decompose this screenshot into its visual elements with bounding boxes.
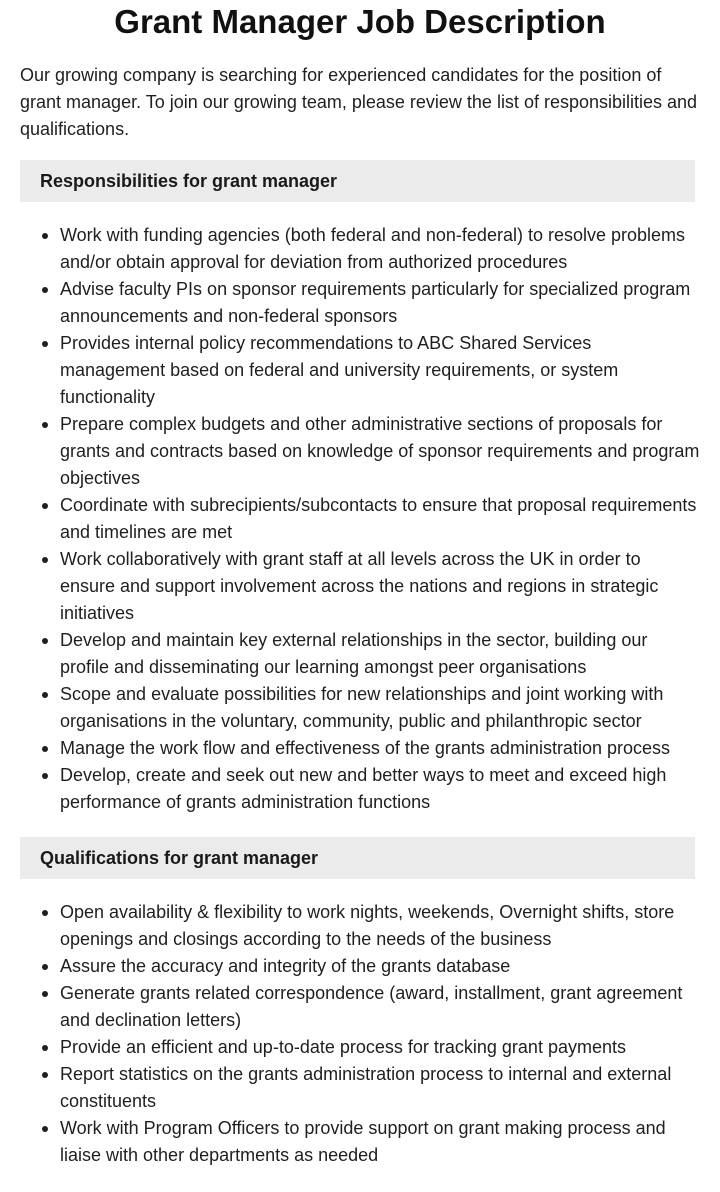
list-item-text: Advise faculty PIs on sponsor requirements particularly for specialized program announcements and non-federal sponsors: [60, 279, 691, 326]
list-item: [60, 546, 700, 627]
list-item: [60, 762, 700, 816]
list-item-text: Report statistics on the grants administration process to internal and external constituents: [60, 1064, 672, 1111]
list-item-text: Assure the accuracy and integrity of the grants database: [60, 956, 511, 976]
bullet-icon: [42, 746, 48, 752]
list-item-text: Generate grants related correspondence (award, installment, grant agreement and declination letters): [60, 983, 683, 1030]
list-item-text: Coordinate with subrecipients/subcontacts to ensure that proposal requirements and timelines are met: [60, 495, 697, 542]
bullet-icon: [42, 638, 48, 644]
list-item: [60, 899, 700, 953]
bullet-icon: [42, 287, 48, 293]
list-item-text: Manage the work flow and effectiveness of the grants administration process: [60, 738, 670, 758]
list-item: [60, 411, 700, 492]
bullet-icon: [42, 692, 48, 698]
bullet-icon: [42, 773, 48, 779]
list-item-text: Develop, create and seek out new and better ways to meet and exceed high performance of grants administration functions: [60, 765, 667, 812]
bullet-icon: [42, 557, 48, 563]
bullet-icon: [42, 233, 48, 239]
bullet-icon: [42, 1072, 48, 1078]
responsibilities-heading: Responsibilities for grant manager: [20, 160, 695, 202]
bullet-icon: [42, 1126, 48, 1132]
bullet-icon: [42, 1045, 48, 1051]
bullet-icon: [42, 910, 48, 916]
qualifications-list: [20, 899, 700, 1169]
list-item: [60, 492, 700, 546]
list-item-text: Provides internal policy recommendations to ABC Shared Services management based on federal and university requirements, or system functionality: [60, 333, 619, 407]
list-item-text: Work with funding agencies (both federal and non-federal) to resolve problems and/or obtain approval for deviation from authorized procedures: [60, 225, 686, 272]
bullet-icon: [42, 503, 48, 509]
bullet-icon: [42, 341, 48, 347]
list-item: [60, 276, 700, 330]
list-item: [60, 953, 700, 980]
list-item: [60, 681, 700, 735]
list-item-text: Prepare complex budgets and other administrative sections of proposals for grants and contracts based on knowledge of sponsor requirements and program objectives: [60, 414, 700, 488]
bullet-icon: [42, 991, 48, 997]
list-item: [60, 1034, 700, 1061]
page-title: Grant Manager Job Description: [114, 3, 606, 40]
list-item: [60, 330, 700, 411]
list-item: [60, 627, 700, 681]
list-item-text: Open availability & flexibility to work nights, weekends, Overnight shifts, store openings and closings according to the needs of the business: [60, 902, 675, 949]
bullet-icon: [42, 964, 48, 970]
responsibilities-list: [20, 222, 700, 816]
qualifications-heading: Qualifications for grant manager: [20, 837, 695, 879]
intro-paragraph: Our growing company is searching for experienced candidates for the position of grant manager. To join our growing team, please review the list of responsibilities and qualifications.: [20, 65, 698, 139]
list-item-text: Scope and evaluate possibilities for new relationships and joint working with organisations in the voluntary, community, public and philanthropic sector: [60, 684, 664, 731]
list-item-text: Work with Program Officers to provide support on grant making process and liaise with other departments as needed: [60, 1118, 666, 1165]
bullet-icon: [42, 422, 48, 428]
list-item: [60, 1115, 700, 1169]
list-item: [60, 980, 700, 1034]
list-item-text: Develop and maintain key external relationships in the sector, building our profile and disseminating our learning amongst peer organisations: [60, 630, 648, 677]
list-item: [60, 735, 700, 762]
list-item: [60, 1061, 700, 1115]
list-item-text: Work collaboratively with grant staff at all levels across the UK in order to ensure and support involvement across the nations and regions in strategic initiatives: [60, 549, 659, 623]
list-item: [60, 222, 700, 276]
list-item-text: Provide an efficient and up-to-date process for tracking grant payments: [60, 1037, 626, 1057]
